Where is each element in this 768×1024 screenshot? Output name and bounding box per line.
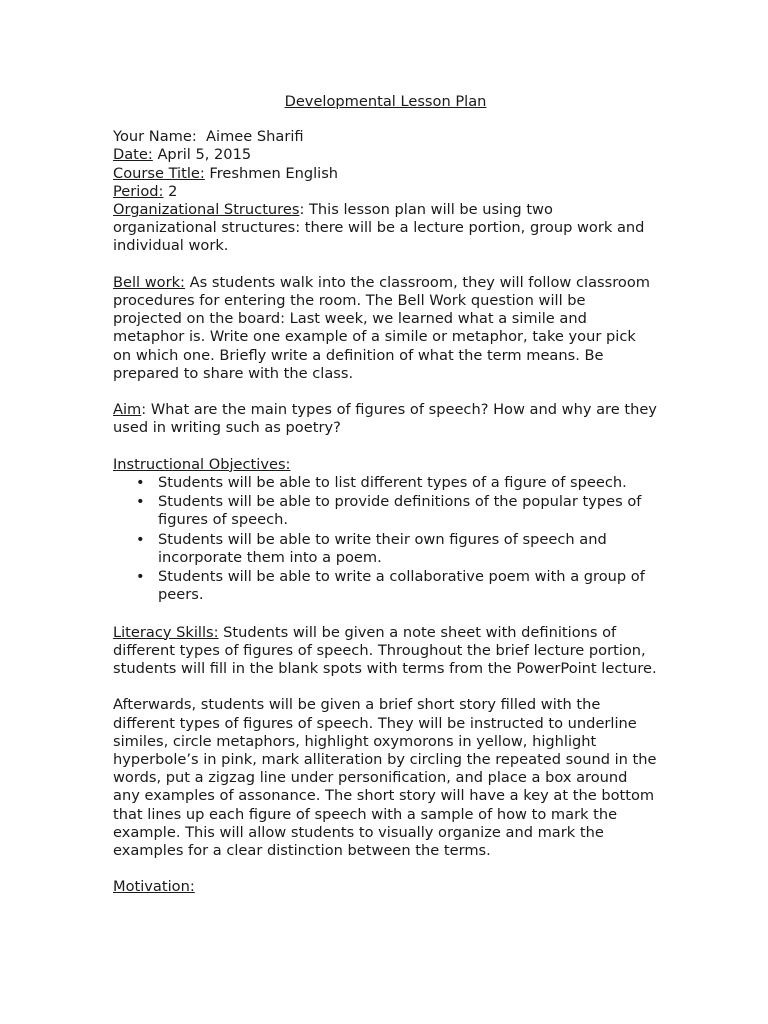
bell-work-text: As students walk into the classroom, they will follow classroom procedures for entering the room. The Bell Work question will be projected on the board: Last week, we learned what a simile and metaphor is. Write one example of a simile or metaphor, take your pick on which one. Briefly write a definition of what the term means. Be prepared to share with the class. — [113, 273, 650, 382]
list-item: • Students will be able to provide definitions of the popular types of figures of speech. — [136, 493, 642, 529]
literacy-skills-paragraph — [113, 624, 658, 679]
course-label: Course Title: — [113, 164, 205, 182]
objectives-list — [113, 474, 658, 604]
afterwards-paragraph: Afterwards, students will be given a brief short story filled with the different types of figures of speech. They will be instructed to underline similes, circle metaphors, highlight oxymorons in yellow, highlight hyperbole’s in pink, mark alliteration by circling the repeated sound in the words, put a zigzag line under personification, and place a box around any examples of assonance. The short story will have a key at the bottom that lines up each figure of speech with a sample of how to mark the example. This will allow students to visually organize and mark the examples for a clear distinction between the terms. — [113, 696, 657, 860]
list-item: • Students will be able to write their own figures of speech and incorporate them into a poem. — [136, 530, 607, 566]
list-item: • Students will be able to write a collaborative poem with a group of peers. — [136, 568, 645, 604]
bell-work-paragraph — [113, 274, 658, 383]
period-line — [113, 183, 658, 201]
document-page — [113, 93, 658, 897]
bullet-icon: • — [136, 530, 145, 548]
bullet-icon: • — [136, 493, 145, 511]
bullet-icon: • — [136, 474, 145, 492]
bell-work-label: Bell work: — [113, 273, 185, 291]
date-line — [113, 146, 658, 164]
name-line — [113, 128, 658, 146]
literacy-skills-text: Students will be given a note sheet with definitions of different types of figures of speech. Throughout the brief lecture portion, students will fill in the blank spots with terms from the PowerPoint lecture. — [113, 623, 657, 678]
list-item: • Students will be able to list different types of a figure of speech. — [136, 474, 627, 492]
literacy-skills-label: Literacy Skills: — [113, 623, 219, 641]
aim-label: Aim — [113, 401, 142, 419]
aim-paragraph — [113, 401, 658, 437]
document-title: Developmental Lesson Plan — [284, 93, 487, 110]
objectives-heading: Instructional Objectives: — [113, 455, 291, 473]
aim-text: : What are the main types of figures of speech? How and why are they used in writing such as poetry? — [113, 401, 657, 437]
org-structures-text: : This lesson plan will be using two organizational structures: there will be a lecture portion, group work and individual work. — [113, 201, 645, 255]
name-value: Aimee Sharifi — [206, 128, 304, 146]
period-value: 2 — [168, 182, 178, 200]
date-label: Date: — [113, 146, 153, 164]
bullet-icon: • — [136, 568, 145, 586]
date-value: April 5, 2015 — [157, 146, 252, 164]
org-structures-label: Organizational Structures — [113, 201, 300, 219]
motivation-heading: Motivation: — [113, 878, 195, 896]
name-label: Your Name: — [113, 128, 197, 146]
org-structures-paragraph — [113, 201, 658, 256]
period-label: Period: — [113, 182, 164, 200]
course-value: Freshmen English — [209, 164, 339, 182]
course-line — [113, 165, 658, 183]
